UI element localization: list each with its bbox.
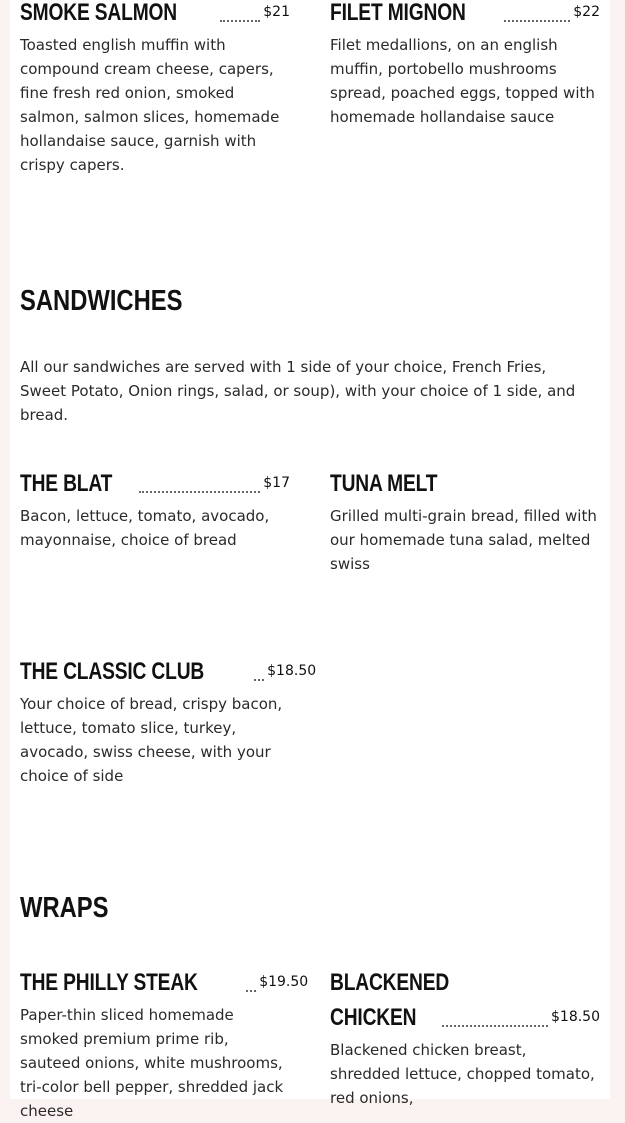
menu-item-header-line1	[330, 965, 600, 1000]
section-note-sandwiches: All our sandwiches are served with 1 side of your choice, French Fries, Sweet Potato, Onion rings, salad, or soup), with your choice of 1 side, and bread.	[20, 358, 576, 424]
menu-item-name-line2: CHICKEN	[330, 1004, 417, 1031]
menu-item-filet-mignon	[330, 0, 600, 129]
menu-item-blackened-chicken	[330, 965, 600, 1110]
menu-item-the-blat	[20, 466, 290, 552]
menu-item-name-line1: BLACKENED	[330, 969, 450, 996]
menu-item-name: THE PHILLY STEAK	[20, 969, 198, 996]
menu-item-description: Your choice of bread, crispy bacon, lettuce, tomato slice, turkey, avocado, swiss cheese, with your choice of side	[20, 695, 283, 785]
menu-item-name: TUNA MELT	[330, 470, 438, 497]
dot-leader	[246, 990, 256, 992]
menu-item-description: Blackened chicken breast, shredded lettuce, chopped tomato, red onions,	[330, 1041, 595, 1107]
menu-item-header	[20, 0, 290, 30]
menu-item-description: Toasted english muffin with compound cream cheese, capers, fine fresh red onion, smoked salmon, salmon slices, homemade hollandaise sauce, garnish with crispy capers.	[20, 36, 280, 174]
menu-item-description: Paper-thin sliced homemade smoked premium prime rib, sauteed onions, white mushrooms, tri-color bell pepper, shredded jack cheese	[20, 1006, 284, 1120]
dot-leader	[442, 1025, 548, 1027]
menu-item-header	[330, 1000, 600, 1035]
section-title-sandwiches: SANDWICHES	[20, 285, 183, 317]
menu-page	[10, 0, 610, 1120]
menu-item-header	[20, 466, 290, 501]
menu-item-classic-club	[20, 654, 317, 788]
menu-item-price: $17	[263, 475, 290, 491]
dot-leader	[220, 20, 260, 22]
menu-item-price: $18.50	[267, 663, 317, 679]
menu-item-name: SMOKE SALMON	[20, 0, 178, 26]
menu-item-header	[330, 0, 600, 30]
menu-item-name: FILET MIGNON	[330, 0, 466, 26]
section-title-wraps: WRAPS	[20, 892, 109, 924]
menu-item-philly-steak	[20, 965, 309, 1123]
menu-item-smoke-salmon	[20, 0, 290, 177]
menu-item-price: $18.50	[551, 1009, 600, 1025]
menu-item-name: THE BLAT	[20, 470, 113, 497]
menu-item-description: Bacon, lettuce, tomato, avocado, mayonnaise, choice of bread	[20, 507, 270, 549]
menu-item-header	[20, 965, 309, 1000]
dot-leader	[139, 491, 260, 493]
menu-item-header	[20, 654, 317, 689]
menu-item-name: THE CLASSIC CLUB	[20, 658, 205, 685]
menu-item-tuna-melt	[330, 466, 600, 576]
menu-item-price: $19.50	[259, 974, 309, 990]
dot-leader	[254, 679, 264, 681]
menu-item-price: $21	[263, 4, 290, 20]
dot-leader	[504, 20, 571, 22]
menu-item-description: Filet medallions, on an english muffin, portobello mushrooms spread, poached eggs, topped with homemade hollandaise sauce	[330, 36, 595, 126]
menu-item-header	[330, 466, 600, 501]
menu-item-description: Grilled multi-grain bread, filled with our homemade tuna salad, melted swiss	[330, 507, 597, 573]
menu-item-price: $22	[573, 4, 600, 20]
